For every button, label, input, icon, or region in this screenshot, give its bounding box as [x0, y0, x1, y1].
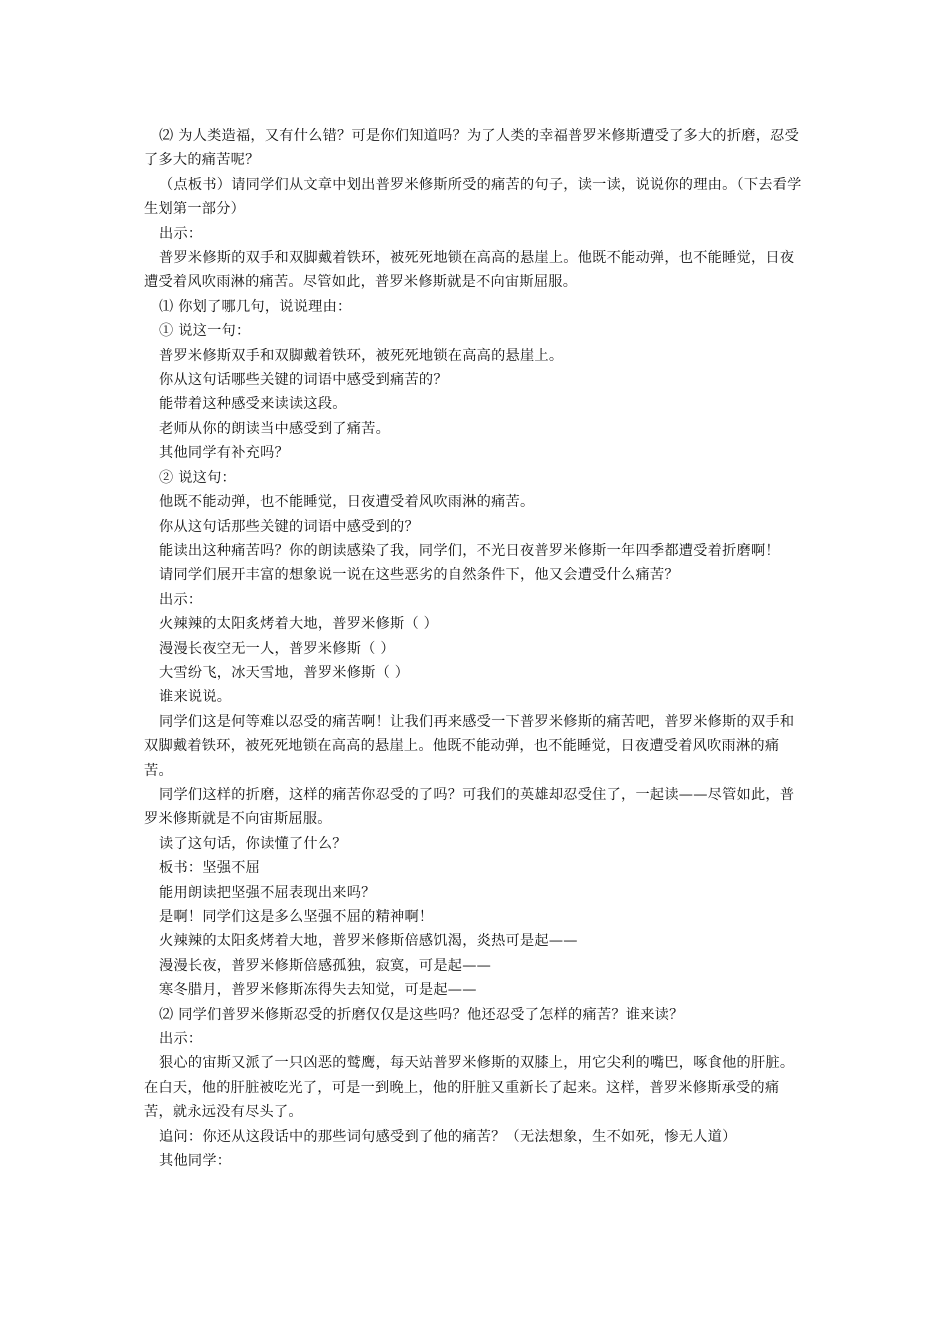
paragraph: 寒冬腊月，普罗米修斯冻得失去知觉，可是起—— — [159, 982, 477, 999]
paragraph: 出示： — [159, 591, 203, 608]
paragraph: 请同学们展开丰富的想象说一说在这些恶劣的自然条件下，他又会遭受什么痛苦？ — [159, 567, 679, 584]
paragraph: 同学们这是何等难以忍受的痛苦啊！让我们再来感受一下普罗米修斯的痛苦吧，普罗米修斯的双手和双脚戴着铁环，被死死地锁在高高的悬崖上。他既不能动弹，也不能睡觉，日夜遭受着风吹雨淋的痛苦。 — [144, 713, 795, 779]
document-body — [144, 124, 806, 1173]
paragraph: 漫漫长夜空无一人，普罗米修斯（ ） — [159, 640, 395, 657]
paragraph: （点板书）请同学们从文章中划出普罗米修斯所受的痛苦的句子，读一读，说说你的理由。（下去看学生划第一部分） — [144, 176, 802, 218]
paragraph: ② 说这句： — [159, 469, 236, 486]
paragraph: 是啊！同学们这是多么坚强不屈的精神啊！ — [159, 909, 434, 925]
paragraph: 出示： — [159, 1031, 203, 1048]
paragraph: 狠心的宙斯又派了一只凶恶的鹫鹰，每天站普罗米修斯的双膝上，用它尖利的嘴巴，啄食他的肝脏。在白天，他的肝脏被吃光了，可是一到晚上，他的肝脏又重新长了起来。这样，普罗米修斯承受的痛苦，就永远没有尽头了。 — [144, 1055, 795, 1121]
paragraph: 能用朗读把坚强不屈表现出来吗？ — [159, 884, 376, 901]
paragraph: 其他同学： — [159, 1153, 232, 1170]
paragraph: 你从这句话哪些关键的词语中感受到痛苦的？ — [159, 372, 448, 389]
paragraph: 他既不能动弹，也不能睡觉，日夜遭受着风吹雨淋的痛苦。 — [159, 494, 535, 511]
paragraph: 火辣辣的太阳炙烤着大地，普罗米修斯倍感饥渴，炎热可是起—— — [159, 933, 578, 950]
paragraph: 谁来说说。 — [159, 689, 232, 706]
paragraph: 你从这句话那些关键的词语中感受到的？ — [159, 518, 419, 535]
paragraph: ⑵ 同学们普罗米修斯忍受的折磨仅仅是这些吗？他还忍受了怎样的痛苦？谁来读？ — [159, 1006, 684, 1023]
paragraph: 同学们这样的折磨，这样的痛苦你忍受的了吗？可我们的英雄却忍受住了，一起读——尽管如此，普罗米修斯就是不向宙斯屈服。 — [144, 786, 795, 828]
paragraph: 普罗米修斯的双手和双脚戴着铁环，被死死地锁在高高的悬崖上。他既不能动弹，也不能睡觉，日夜遭受着风吹雨淋的痛苦。尽管如此，普罗米修斯就是不向宙斯屈服。 — [144, 250, 795, 291]
paragraph: 出示： — [159, 225, 203, 242]
paragraph: 普罗米修斯双手和双脚戴着铁环，被死死地锁在高高的悬崖上。 — [159, 347, 564, 364]
paragraph: 能读出这种痛苦吗？你的朗读感染了我，同学们，不光日夜普罗米修斯一年四季都遭受着折磨啊！ — [159, 542, 780, 559]
paragraph: ① 说这一句： — [159, 323, 251, 340]
paragraph: 其他同学有补充吗？ — [159, 445, 289, 462]
paragraph: 火辣辣的太阳炙烤着大地，普罗米修斯（ ） — [159, 616, 439, 633]
paragraph: 追问：你还从这段话中的那些词句感受到了他的痛苦？（无法想象，生不如死，惨无人道） — [159, 1128, 737, 1145]
paragraph: 读了这句话，你读懂了什么？ — [159, 835, 347, 852]
paragraph: 漫漫长夜，普罗米修斯倍感孤独，寂寞，可是起—— — [159, 957, 492, 974]
paragraph: 能带着这种感受来读读这段。 — [159, 396, 347, 413]
paragraph: 大雪纷飞，冰天雪地，普罗米修斯（ ） — [159, 664, 410, 681]
paragraph: ⑵ 为人类造福，又有什么错？可是你们知道吗？为了人类的幸福普罗米修斯遭受了多大的折磨，忍受了多大的痛苦呢？ — [144, 128, 800, 169]
paragraph: 板书：坚强不屈 — [159, 860, 261, 877]
paragraph: 老师从你的朗读当中感受到了痛苦。 — [159, 420, 391, 437]
paragraph: ⑴ 你划了哪几句，说说理由： — [159, 298, 352, 315]
